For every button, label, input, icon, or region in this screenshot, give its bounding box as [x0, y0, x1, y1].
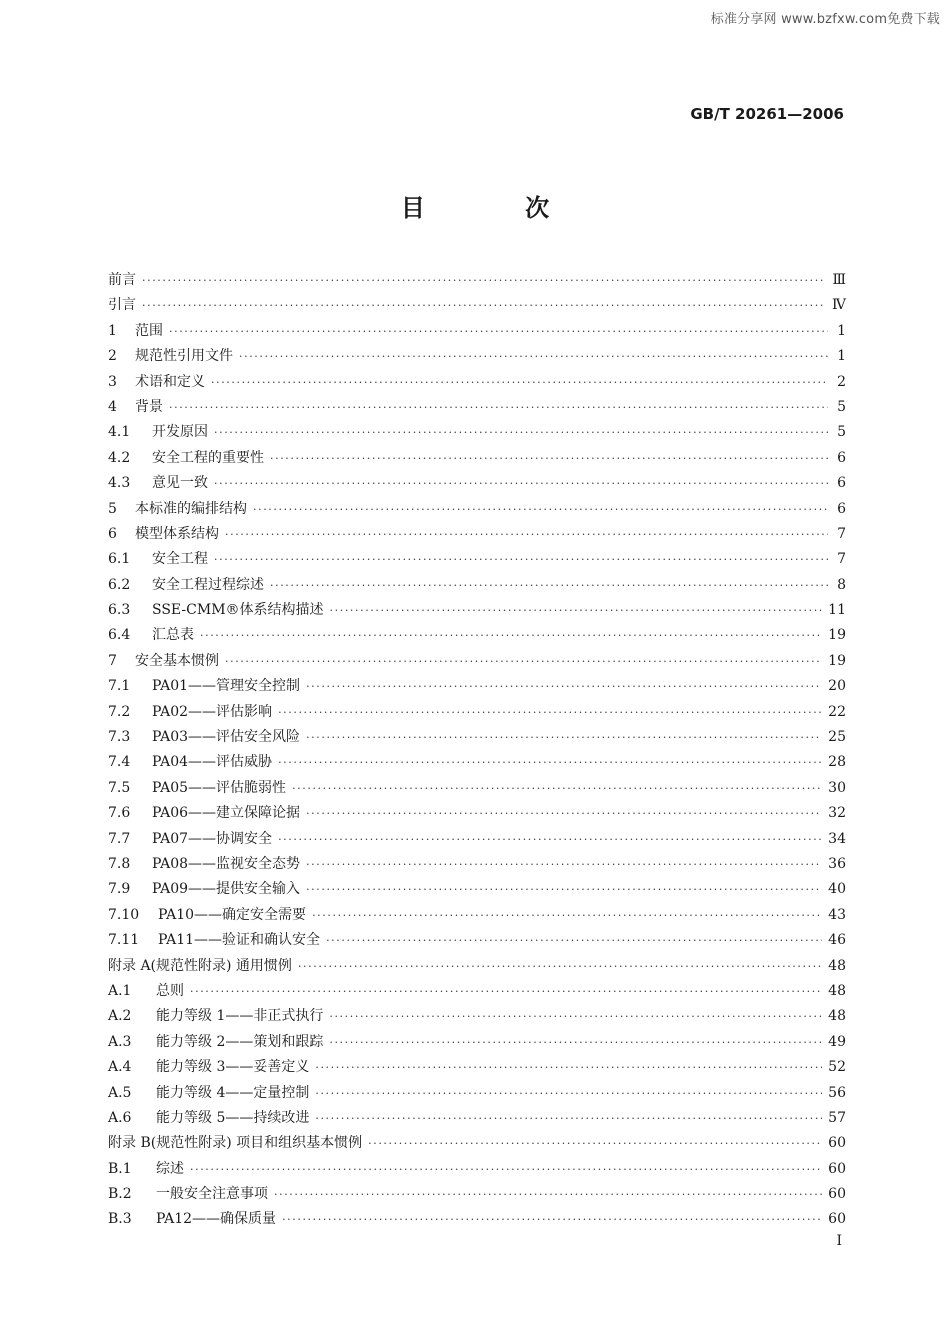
- dot-leader: [306, 680, 822, 693]
- toc-entry-number: 7: [108, 652, 117, 669]
- toc-entry-page: 8: [837, 576, 846, 593]
- toc-entry-number: 4.1: [108, 424, 131, 441]
- toc-entry[interactable]: [108, 371, 846, 396]
- toc-entry-title: PA07——协调安全: [152, 830, 273, 847]
- toc-entry-title: 前言: [108, 272, 136, 288]
- toc-entry-title: SSE-CMM®体系结构描述: [152, 602, 324, 619]
- toc-entry-number: 7.11: [108, 932, 140, 949]
- toc-entry-page: 30: [828, 779, 846, 796]
- toc-entry[interactable]: [108, 294, 846, 319]
- toc-entry[interactable]: [108, 929, 846, 954]
- toc-entry-page: 36: [828, 855, 846, 872]
- dot-leader: [274, 1188, 822, 1201]
- toc-entry-number: B.2: [108, 1186, 132, 1203]
- dot-leader: [315, 1087, 822, 1100]
- toc-entry-title: 能力等级 5——持续改进: [156, 1109, 310, 1126]
- toc-entry-number: 7.9: [108, 881, 131, 898]
- toc-entry-title: 安全工程的重要性: [152, 449, 264, 466]
- toc-entry-page: 46: [828, 932, 846, 949]
- toc-entry[interactable]: [108, 421, 846, 446]
- toc-entry-title: 规范性引用文件: [135, 348, 233, 365]
- toc-entry-number: 6.1: [108, 551, 131, 568]
- toc-entry-title: PA09——提供安全输入: [152, 881, 301, 898]
- toc-entry-number: 6.4: [108, 627, 131, 644]
- dot-leader: [368, 1137, 822, 1150]
- toc-entry-number: 7.8: [108, 855, 131, 872]
- toc-entry-number: A.6: [108, 1109, 132, 1126]
- page-number: I: [836, 1233, 842, 1249]
- toc-entry-page: Ⅲ: [832, 272, 846, 288]
- toc-entry[interactable]: [108, 1183, 846, 1208]
- dot-leader: [278, 756, 822, 769]
- toc-entry-title: PA06——建立保障论据: [152, 805, 301, 822]
- toc-entry-page: 56: [828, 1084, 846, 1101]
- toc-entry-title: 能力等级 3——妥善定义: [156, 1059, 310, 1076]
- dot-leader: [278, 833, 822, 846]
- toc-entry-number: A.1: [108, 982, 132, 999]
- toc-entry-page: 6: [837, 475, 846, 492]
- toc-entry-title: 能力等级 2——策划和跟踪: [156, 1033, 324, 1050]
- dot-leader: [190, 1163, 822, 1176]
- toc-entry-title: 范围: [135, 322, 163, 339]
- toc-entry-title: 安全工程: [152, 551, 208, 568]
- toc-entry-number: 7.7: [108, 830, 131, 847]
- toc-entry-number: B.3: [108, 1211, 132, 1228]
- toc-entry-title: PA12——确保质量: [156, 1211, 277, 1228]
- toc-entry[interactable]: [108, 955, 846, 980]
- dot-leader: [214, 553, 828, 566]
- page-title: 目 次: [400, 194, 596, 222]
- toc-entry[interactable]: [108, 498, 846, 523]
- toc-entry[interactable]: [108, 650, 846, 675]
- toc-entry[interactable]: [108, 345, 846, 370]
- toc-entry-page: 43: [828, 906, 846, 923]
- toc-entry[interactable]: [108, 701, 846, 726]
- toc-entry-title: 总则: [156, 982, 184, 999]
- dot-leader: [315, 1061, 822, 1074]
- toc-entry[interactable]: [108, 599, 846, 624]
- dot-leader: [270, 579, 828, 592]
- toc-entry-number: 7.2: [108, 703, 131, 720]
- toc-entry[interactable]: [108, 1107, 846, 1132]
- toc-entry[interactable]: [108, 751, 846, 776]
- dot-leader: [326, 934, 822, 947]
- toc-entry-number: 4.2: [108, 449, 131, 466]
- toc-entry-title: PA01——管理安全控制: [152, 678, 301, 695]
- toc-entry[interactable]: [108, 624, 846, 649]
- toc-entry-page: 52: [828, 1059, 846, 1076]
- toc-entry-page: 1: [837, 322, 846, 339]
- toc-entry-number: 7.3: [108, 729, 131, 746]
- toc-entry-page: 19: [828, 652, 846, 669]
- dot-leader: [315, 1112, 822, 1125]
- toc-entry[interactable]: [108, 802, 846, 827]
- toc-entry[interactable]: [108, 548, 846, 573]
- toc-entry[interactable]: [108, 396, 846, 421]
- toc-entry-page: 60: [828, 1211, 846, 1228]
- toc-entry-title: 综述: [156, 1160, 184, 1177]
- toc-entry-title: PA08——监视安全态势: [152, 855, 301, 872]
- watermark-text: 标准分享网 www.bzfxw.com免费下载: [710, 12, 940, 27]
- toc-entry-title: 汇总表: [152, 627, 194, 644]
- toc-entry[interactable]: [108, 878, 846, 903]
- dot-leader: [169, 401, 828, 414]
- toc-entry-page: 5: [837, 424, 846, 441]
- toc-entry-page: 22: [828, 703, 846, 720]
- toc-entry-number: A.5: [108, 1084, 132, 1101]
- toc-entry-page: 1: [837, 348, 846, 365]
- toc-entry-page: 11: [828, 602, 846, 619]
- toc-entry[interactable]: [108, 574, 846, 599]
- dot-leader: [282, 1213, 822, 1226]
- toc-entry-number: 7.4: [108, 754, 131, 771]
- toc-entry-page: 28: [828, 754, 846, 771]
- toc-entry-page: 2: [837, 373, 846, 390]
- dot-leader: [142, 299, 826, 312]
- toc-entry-title: PA03——评估安全风险: [152, 729, 301, 746]
- toc-entry[interactable]: [108, 828, 846, 853]
- toc-entry-number: 1: [108, 322, 117, 339]
- dot-leader: [306, 731, 822, 744]
- dot-leader: [312, 909, 822, 922]
- dot-leader: [270, 452, 828, 465]
- toc-entry-number: 3: [108, 373, 117, 390]
- toc-entry-title: 背景: [135, 398, 163, 415]
- toc-entry-title: PA04——评估威胁: [152, 754, 273, 771]
- toc-entry[interactable]: [108, 1158, 846, 1183]
- toc-entry[interactable]: [108, 980, 846, 1005]
- dot-leader: [214, 477, 828, 490]
- toc-entry-number: A.4: [108, 1059, 132, 1076]
- toc-entry[interactable]: [108, 675, 846, 700]
- toc-entry[interactable]: [108, 472, 846, 497]
- toc-entry-number: 2: [108, 348, 117, 365]
- toc-entry[interactable]: [108, 777, 846, 802]
- toc-entry-page: 7: [837, 551, 846, 568]
- toc-entry-number: 7.10: [108, 906, 140, 923]
- toc-entry-page: 32: [828, 805, 846, 822]
- toc-entry[interactable]: [108, 447, 846, 472]
- toc-entry-page: 48: [828, 1008, 846, 1025]
- toc-entry-page: 5: [837, 398, 846, 415]
- toc-entry-title: PA05——评估脆弱性: [152, 779, 287, 796]
- toc-entry-page: 6: [837, 500, 846, 517]
- toc-entry-title: 意见一致: [152, 475, 208, 492]
- dot-leader: [142, 274, 826, 287]
- toc-entry-page: 60: [828, 1160, 846, 1177]
- toc-entry-page: 7: [837, 525, 846, 542]
- toc-entry-title: 能力等级 4——定量控制: [156, 1084, 310, 1101]
- toc-entry-title: 术语和定义: [135, 373, 205, 390]
- toc-entry-page: 60: [828, 1186, 846, 1203]
- toc-entry-title: PA10——确定安全需要: [158, 906, 307, 923]
- toc-entry-number: 4: [108, 398, 117, 415]
- toc-entry-title: PA02——评估影响: [152, 703, 273, 720]
- toc-entry[interactable]: [108, 523, 846, 548]
- dot-leader: [211, 376, 828, 389]
- toc-entry[interactable]: [108, 1056, 846, 1081]
- toc-entry-page: 57: [828, 1109, 846, 1126]
- dot-leader: [239, 350, 828, 363]
- toc-entry-number: 5: [108, 500, 117, 517]
- toc-entry-number: 4.3: [108, 475, 131, 492]
- toc-entry[interactable]: [108, 904, 846, 929]
- dot-leader: [225, 528, 828, 541]
- toc-entry-number: 7.5: [108, 779, 131, 796]
- toc-entry-title: 引言: [108, 297, 136, 314]
- dot-leader: [329, 1036, 822, 1049]
- dot-leader: [253, 503, 828, 516]
- toc-entry-number: A.3: [108, 1033, 132, 1050]
- toc-entry-page: 34: [828, 830, 846, 847]
- dot-leader: [292, 782, 822, 795]
- dot-leader: [225, 655, 822, 668]
- table-of-contents: [108, 269, 846, 1234]
- toc-entry-title: 能力等级 1——非正式执行: [156, 1008, 324, 1025]
- toc-entry-number: 6.2: [108, 576, 131, 593]
- toc-entry-title: 附录 B(规范性附录) 项目和组织基本惯例: [108, 1135, 363, 1152]
- toc-entry[interactable]: [108, 1132, 846, 1157]
- dot-leader: [190, 985, 822, 998]
- dot-leader: [329, 1010, 822, 1023]
- toc-entry-number: A.2: [108, 1008, 132, 1025]
- toc-entry-page: 49: [828, 1033, 846, 1050]
- toc-entry-title: 安全基本惯例: [135, 652, 219, 669]
- toc-entry-number: B.1: [108, 1160, 132, 1177]
- toc-entry-title: 本标准的编排结构: [135, 500, 247, 517]
- dot-leader: [278, 706, 822, 719]
- toc-entry-page: 6: [837, 449, 846, 466]
- toc-entry-title: 模型体系结构: [135, 525, 219, 542]
- toc-entry-page: 48: [828, 982, 846, 999]
- toc-entry-page: 48: [828, 957, 846, 974]
- toc-entry-title: 附录 A(规范性附录) 通用惯例: [108, 957, 292, 974]
- toc-entry-title: 一般安全注意事项: [156, 1186, 268, 1203]
- dot-leader: [330, 604, 823, 617]
- dot-leader: [306, 883, 822, 896]
- toc-entry[interactable]: [108, 853, 846, 878]
- toc-entry-number: 7.6: [108, 805, 131, 822]
- toc-entry[interactable]: [108, 1005, 846, 1030]
- toc-entry-title: 安全工程过程综述: [152, 576, 264, 593]
- toc-entry-page: 19: [828, 627, 846, 644]
- toc-entry[interactable]: [108, 726, 846, 751]
- dot-leader: [200, 629, 822, 642]
- toc-entry-title: 开发原因: [152, 424, 208, 441]
- toc-entry-page: 25: [828, 729, 846, 746]
- toc-entry-page: Ⅳ: [832, 297, 846, 314]
- toc-entry-title: PA11——验证和确认安全: [158, 932, 321, 949]
- dot-leader: [169, 325, 828, 338]
- dot-leader: [306, 807, 822, 820]
- toc-entry[interactable]: [108, 1031, 846, 1056]
- toc-entry-number: 7.1: [108, 678, 131, 695]
- toc-entry-page: 20: [828, 678, 846, 695]
- standard-code: GB/T 20261—2006: [690, 105, 844, 123]
- dot-leader: [214, 426, 828, 439]
- toc-entry[interactable]: [108, 1082, 846, 1107]
- toc-entry[interactable]: [108, 320, 846, 345]
- toc-entry[interactable]: [108, 1208, 846, 1233]
- toc-entry[interactable]: [108, 269, 846, 294]
- toc-entry-number: 6: [108, 525, 117, 542]
- dot-leader: [306, 858, 822, 871]
- dot-leader: [298, 960, 822, 973]
- toc-entry-page: 60: [828, 1135, 846, 1152]
- toc-entry-number: 6.3: [108, 602, 131, 619]
- toc-entry-page: 40: [828, 881, 846, 898]
